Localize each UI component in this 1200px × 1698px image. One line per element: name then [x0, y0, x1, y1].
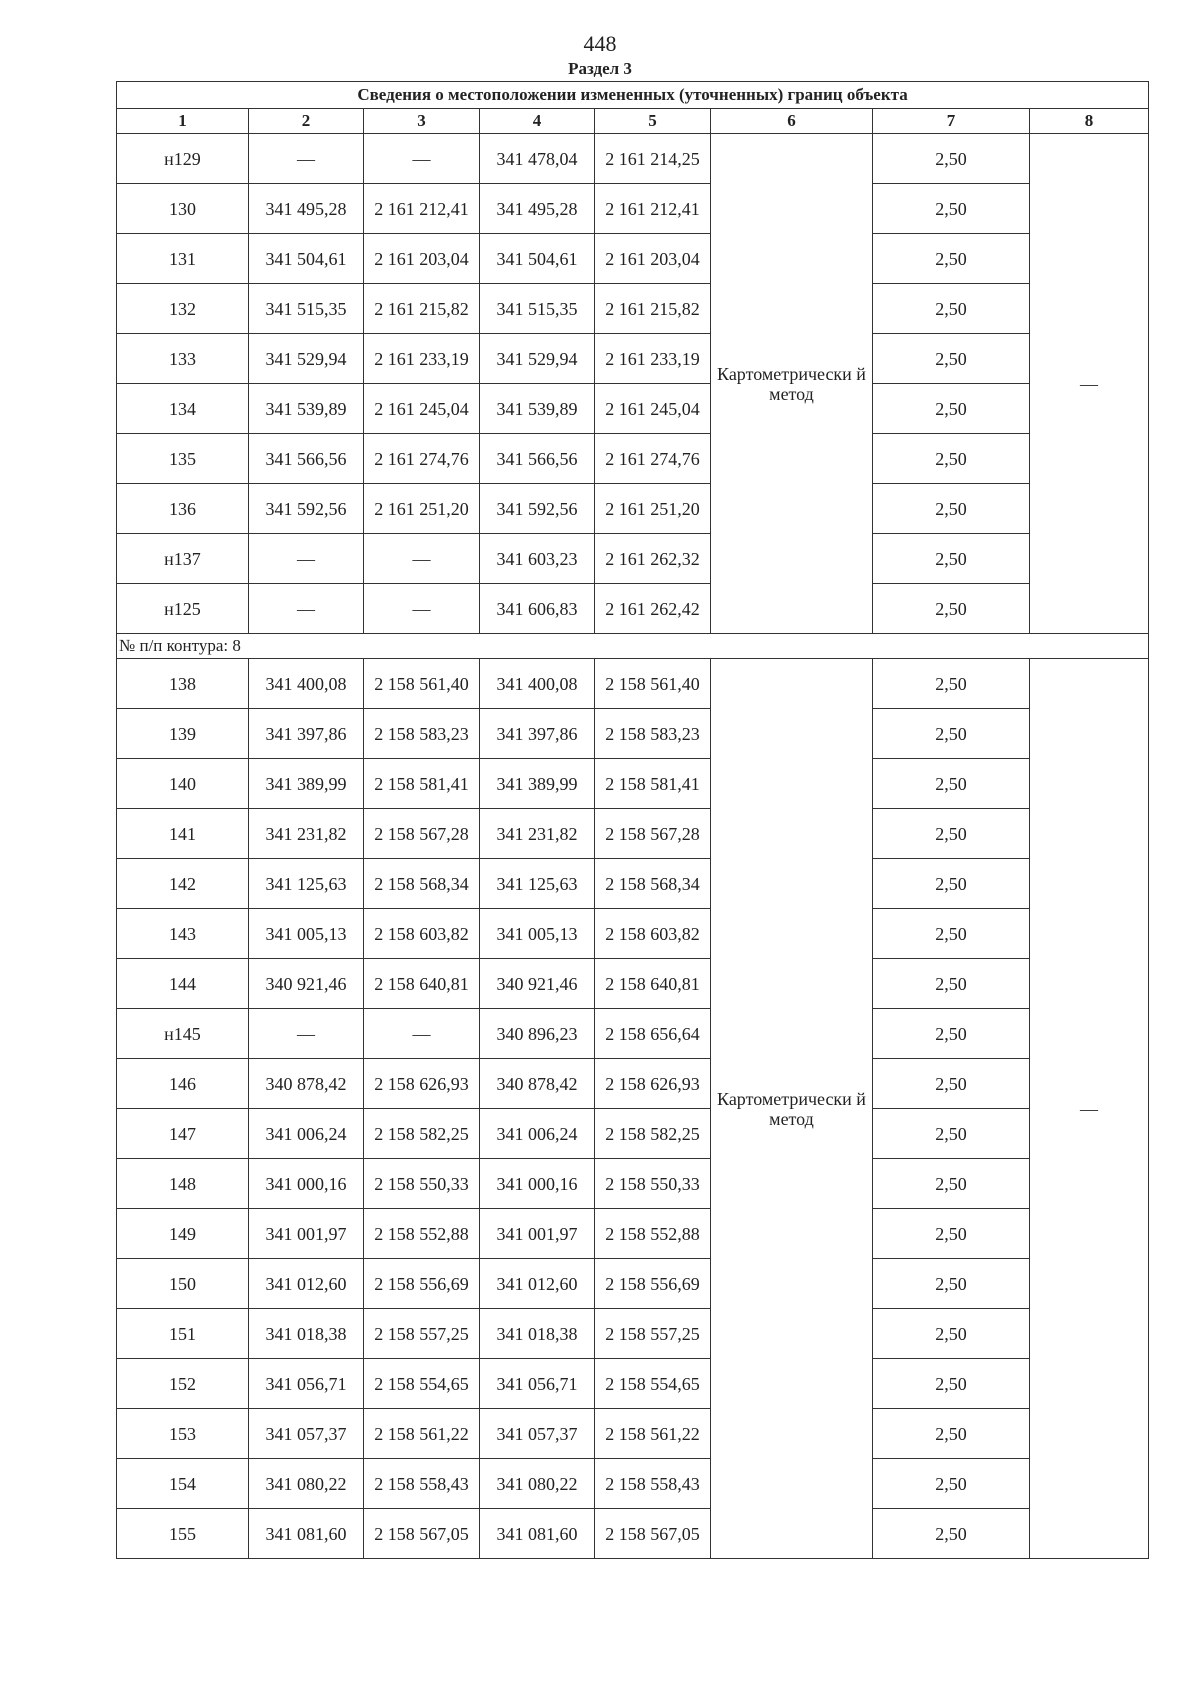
table-row	[117, 484, 1149, 534]
cell-col5: 2 158 582,25	[595, 1109, 711, 1159]
cell-col3: 2 158 640,81	[364, 959, 480, 1009]
cell-col4: 340 896,23	[480, 1009, 595, 1059]
cell-col7: 2,50	[873, 534, 1030, 584]
point-number-cell: 132	[117, 284, 249, 334]
table-row	[117, 1009, 1149, 1059]
cell-col5: 2 158 603,82	[595, 909, 711, 959]
boundary-table	[116, 81, 1149, 1559]
cell-col7: 2,50	[873, 659, 1030, 709]
cell-col3: 2 161 251,20	[364, 484, 480, 534]
column-number: 7	[873, 109, 1030, 134]
cell-col4: 340 921,46	[480, 959, 595, 1009]
cell-col2: 341 001,97	[249, 1209, 364, 1259]
point-number-cell: 151	[117, 1309, 249, 1359]
cell-col4: 341 400,08	[480, 659, 595, 709]
point-number-cell: 154	[117, 1459, 249, 1509]
cell-col7: 2,50	[873, 384, 1030, 434]
cell-col7: 2,50	[873, 1109, 1030, 1159]
cell-col2: 341 081,60	[249, 1509, 364, 1559]
table-row	[117, 1309, 1149, 1359]
point-number-cell: 131	[117, 234, 249, 284]
table-row	[117, 759, 1149, 809]
cell-col2: 341 400,08	[249, 659, 364, 709]
table-row	[117, 1359, 1149, 1409]
cell-col3: —	[364, 534, 480, 584]
table-row	[117, 1059, 1149, 1109]
cell-col7: 2,50	[873, 184, 1030, 234]
cell-col2: 341 005,13	[249, 909, 364, 959]
cell-col3: —	[364, 134, 480, 184]
cell-col5: 2 158 581,41	[595, 759, 711, 809]
cell-col4: 341 005,13	[480, 909, 595, 959]
cell-col4: 340 878,42	[480, 1059, 595, 1109]
point-number-cell: 148	[117, 1159, 249, 1209]
cell-col2: 340 921,46	[249, 959, 364, 1009]
cell-col3: 2 158 582,25	[364, 1109, 480, 1159]
table-row	[117, 384, 1149, 434]
table-row	[117, 659, 1149, 709]
cell-col5: 2 158 561,40	[595, 659, 711, 709]
cell-col2: 341 125,63	[249, 859, 364, 909]
cell-col5: 2 158 567,05	[595, 1509, 711, 1559]
cell-col5: 2 161 203,04	[595, 234, 711, 284]
cell-col3: 2 161 274,76	[364, 434, 480, 484]
cell-col5: 2 158 583,23	[595, 709, 711, 759]
cell-col2: 341 592,56	[249, 484, 364, 534]
cell-col3: 2 158 567,05	[364, 1509, 480, 1559]
cell-col4: 341 515,35	[480, 284, 595, 334]
table-row	[117, 909, 1149, 959]
cell-col5: 2 161 215,82	[595, 284, 711, 334]
cell-col5: 2 158 552,88	[595, 1209, 711, 1259]
cell-col5: 2 158 561,22	[595, 1409, 711, 1459]
cell-col5: 2 158 554,65	[595, 1359, 711, 1409]
point-number-cell: 135	[117, 434, 249, 484]
cell-col2: 341 504,61	[249, 234, 364, 284]
cell-col5: 2 158 656,64	[595, 1009, 711, 1059]
cell-col3: 2 158 583,23	[364, 709, 480, 759]
point-number-cell: 146	[117, 1059, 249, 1109]
cell-col2: 341 495,28	[249, 184, 364, 234]
cell-col5: 2 158 640,81	[595, 959, 711, 1009]
cell-col7: 2,50	[873, 584, 1030, 634]
cell-col4: 341 231,82	[480, 809, 595, 859]
point-number-cell: 141	[117, 809, 249, 859]
cell-col2: 341 515,35	[249, 284, 364, 334]
cell-col2: —	[249, 1009, 364, 1059]
cell-col7: 2,50	[873, 234, 1030, 284]
column-number-row	[117, 109, 1149, 134]
cell-col4: 341 001,97	[480, 1209, 595, 1259]
cell-col3: 2 158 552,88	[364, 1209, 480, 1259]
cell-col2: 341 397,86	[249, 709, 364, 759]
point-number-cell: н145	[117, 1009, 249, 1059]
cell-col2: 340 878,42	[249, 1059, 364, 1109]
cell-col7: 2,50	[873, 1159, 1030, 1209]
point-number-cell: н129	[117, 134, 249, 184]
cell-col7: 2,50	[873, 134, 1030, 184]
contour-label: № п/п контура: 8	[117, 634, 1149, 659]
cell-col4: 341 478,04	[480, 134, 595, 184]
cell-col7: 2,50	[873, 709, 1030, 759]
table-row	[117, 134, 1149, 184]
table-row	[117, 1209, 1149, 1259]
cell-col7: 2,50	[873, 909, 1030, 959]
cell-col2: 341 012,60	[249, 1259, 364, 1309]
cell-col3: 2 158 556,69	[364, 1259, 480, 1309]
cell-col3: 2 158 557,25	[364, 1309, 480, 1359]
cell-col5: 2 161 214,25	[595, 134, 711, 184]
point-number-cell: 143	[117, 909, 249, 959]
cell-col2: 341 529,94	[249, 334, 364, 384]
cell-col2: —	[249, 584, 364, 634]
table-row	[117, 809, 1149, 859]
column-number: 8	[1030, 109, 1149, 134]
cell-col7: 2,50	[873, 1509, 1030, 1559]
cell-col4: 341 080,22	[480, 1459, 595, 1509]
cell-col4: 341 504,61	[480, 234, 595, 284]
cell-col7: 2,50	[873, 959, 1030, 1009]
cell-col2: 341 539,89	[249, 384, 364, 434]
cell-col5: 2 161 212,41	[595, 184, 711, 234]
cell-col3: —	[364, 584, 480, 634]
point-number-cell: н137	[117, 534, 249, 584]
cell-col3: 2 161 215,82	[364, 284, 480, 334]
cell-col4: 341 081,60	[480, 1509, 595, 1559]
point-number-cell: 142	[117, 859, 249, 909]
cell-col5: 2 161 262,42	[595, 584, 711, 634]
column-number: 5	[595, 109, 711, 134]
cell-col3: 2 158 554,65	[364, 1359, 480, 1409]
cell-col4: 341 012,60	[480, 1259, 595, 1309]
table-row	[117, 434, 1149, 484]
cell-col2: —	[249, 534, 364, 584]
cell-col7: 2,50	[873, 434, 1030, 484]
cell-col3: 2 161 203,04	[364, 234, 480, 284]
cell-col2: 341 566,56	[249, 434, 364, 484]
cell-col7: 2,50	[873, 1309, 1030, 1359]
table-row	[117, 184, 1149, 234]
cell-col3: 2 158 550,33	[364, 1159, 480, 1209]
cell-col2: 341 056,71	[249, 1359, 364, 1409]
table-row	[117, 234, 1149, 284]
cell-col4: 341 495,28	[480, 184, 595, 234]
cell-col8: —	[1030, 659, 1149, 1559]
table-row	[117, 534, 1149, 584]
cell-col3: 2 158 561,40	[364, 659, 480, 709]
cell-col4: 341 566,56	[480, 434, 595, 484]
cell-col2: 341 006,24	[249, 1109, 364, 1159]
cell-col4: 341 006,24	[480, 1109, 595, 1159]
cell-col7: 2,50	[873, 484, 1030, 534]
cell-col3: 2 158 603,82	[364, 909, 480, 959]
cell-col7: 2,50	[873, 1059, 1030, 1109]
column-number: 6	[711, 109, 873, 134]
column-number: 2	[249, 109, 364, 134]
cell-col5: 2 158 557,25	[595, 1309, 711, 1359]
cell-col4: 341 000,16	[480, 1159, 595, 1209]
cell-col7: 2,50	[873, 334, 1030, 384]
cell-col2: 341 057,37	[249, 1409, 364, 1459]
cell-col2: 341 000,16	[249, 1159, 364, 1209]
cell-col5: 2 158 567,28	[595, 809, 711, 859]
cell-col5: 2 158 558,43	[595, 1459, 711, 1509]
cell-col8: —	[1030, 134, 1149, 634]
cell-col5: 2 158 556,69	[595, 1259, 711, 1309]
point-number-cell: 140	[117, 759, 249, 809]
cell-col7: 2,50	[873, 1359, 1030, 1409]
cell-col2: 341 389,99	[249, 759, 364, 809]
table-row	[117, 709, 1149, 759]
cell-col4: 341 397,86	[480, 709, 595, 759]
cell-col3: 2 158 626,93	[364, 1059, 480, 1109]
cell-col5: 2 161 262,32	[595, 534, 711, 584]
cell-col7: 2,50	[873, 1009, 1030, 1059]
table-row	[117, 1259, 1149, 1309]
cell-col4: 341 603,23	[480, 534, 595, 584]
point-number-cell: 136	[117, 484, 249, 534]
cell-col4: 341 018,38	[480, 1309, 595, 1359]
cell-col4: 341 056,71	[480, 1359, 595, 1409]
cell-col3: 2 158 558,43	[364, 1459, 480, 1509]
cell-col5: 2 158 550,33	[595, 1159, 711, 1209]
point-number-cell: 134	[117, 384, 249, 434]
cell-col2: 341 231,82	[249, 809, 364, 859]
cell-col7: 2,50	[873, 809, 1030, 859]
cell-col5: 2 161 233,19	[595, 334, 711, 384]
point-number-cell: 139	[117, 709, 249, 759]
cell-col3: 2 158 567,28	[364, 809, 480, 859]
table-row	[117, 1409, 1149, 1459]
cell-col3: 2 161 212,41	[364, 184, 480, 234]
cell-col4: 341 529,94	[480, 334, 595, 384]
table-row	[117, 334, 1149, 384]
cell-col7: 2,50	[873, 284, 1030, 334]
section-title: Раздел 3	[568, 59, 632, 78]
cell-col5: 2 161 251,20	[595, 484, 711, 534]
cell-col3: 2 161 245,04	[364, 384, 480, 434]
table-row	[117, 1159, 1149, 1209]
cell-col4: 341 592,56	[480, 484, 595, 534]
cell-col7: 2,50	[873, 859, 1030, 909]
point-number-cell: 152	[117, 1359, 249, 1409]
point-number-cell: 150	[117, 1259, 249, 1309]
cell-col7: 2,50	[873, 759, 1030, 809]
method-cell: Картометрически й метод	[711, 659, 873, 1559]
point-number-cell: 144	[117, 959, 249, 1009]
cell-col4: 341 389,99	[480, 759, 595, 809]
cell-col4: 341 125,63	[480, 859, 595, 909]
cell-col3: —	[364, 1009, 480, 1059]
cell-col5: 2 161 274,76	[595, 434, 711, 484]
cell-col5: 2 158 568,34	[595, 859, 711, 909]
cell-col4: 341 539,89	[480, 384, 595, 434]
point-number-cell: 149	[117, 1209, 249, 1259]
point-number-cell: н125	[117, 584, 249, 634]
column-number: 4	[480, 109, 595, 134]
cell-col5: 2 161 245,04	[595, 384, 711, 434]
table-row	[117, 959, 1149, 1009]
point-number-cell: 138	[117, 659, 249, 709]
column-number: 3	[364, 109, 480, 134]
point-number-cell: 155	[117, 1509, 249, 1559]
table-row	[117, 1109, 1149, 1159]
method-cell: Картометрически й метод	[711, 134, 873, 634]
point-number-cell: 147	[117, 1109, 249, 1159]
table-row	[117, 284, 1149, 334]
cell-col3: 2 158 568,34	[364, 859, 480, 909]
point-number-cell: 130	[117, 184, 249, 234]
table-row	[117, 1509, 1149, 1559]
table-row	[117, 584, 1149, 634]
cell-col3: 2 161 233,19	[364, 334, 480, 384]
cell-col2: 341 018,38	[249, 1309, 364, 1359]
cell-col4: 341 606,83	[480, 584, 595, 634]
cell-col7: 2,50	[873, 1459, 1030, 1509]
table-row	[117, 859, 1149, 909]
page-number: 448	[583, 31, 617, 56]
point-number-cell: 153	[117, 1409, 249, 1459]
cell-col7: 2,50	[873, 1209, 1030, 1259]
cell-col7: 2,50	[873, 1409, 1030, 1459]
cell-col3: 2 158 561,22	[364, 1409, 480, 1459]
cell-col4: 341 057,37	[480, 1409, 595, 1459]
point-number-cell: 133	[117, 334, 249, 384]
column-number: 1	[117, 109, 249, 134]
table-row	[117, 1459, 1149, 1509]
table-caption: Сведения о местоположении измененных (уточненных) границ объекта	[117, 82, 1149, 109]
contour-row	[117, 634, 1149, 659]
cell-col5: 2 158 626,93	[595, 1059, 711, 1109]
cell-col2: —	[249, 134, 364, 184]
cell-col2: 341 080,22	[249, 1459, 364, 1509]
cell-col7: 2,50	[873, 1259, 1030, 1309]
cell-col3: 2 158 581,41	[364, 759, 480, 809]
